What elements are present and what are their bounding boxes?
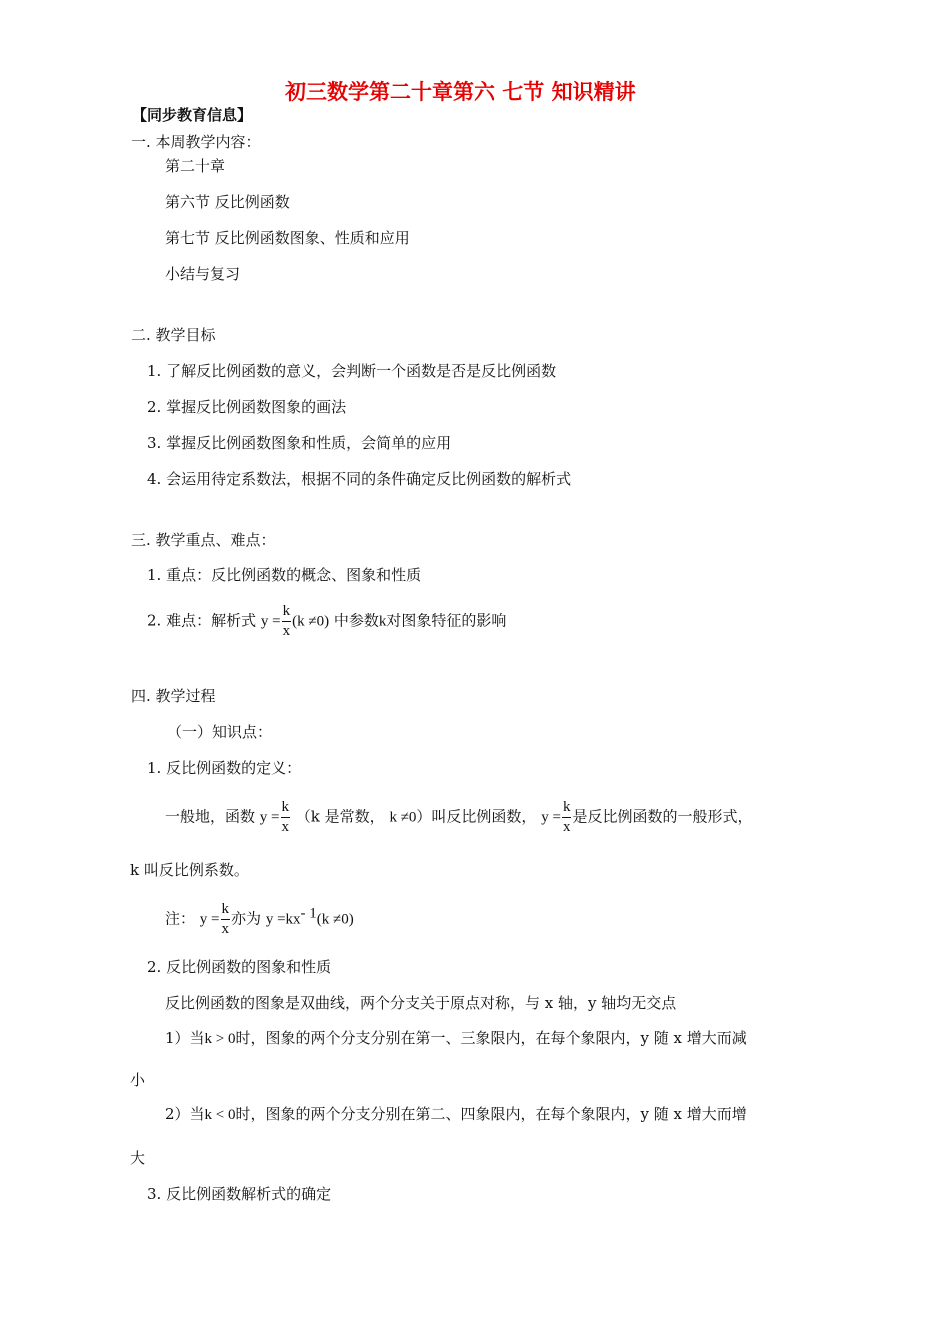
list-item: 1. 反比例函数的定义： xyxy=(147,759,302,777)
section-3-heading: 三. 教学重点、难点： xyxy=(131,531,276,549)
list-item: 3. 反比例函数解析式的确定 xyxy=(147,1185,332,1203)
list-item: 1. 了解反比例函数的意义，会判断一个函数是否是反比例函数 xyxy=(147,362,557,380)
content-line: 2）当k < 0时，图象的两个分支分别在第二、四象限内，在每个象限内，y 随 x 增大而增 xyxy=(165,1105,747,1123)
definition-line: 一般地，函数 y = $\frac{k}{x}$ （k 是常数， k ≠0）叫反比例函数， y = $\frac{k}{x}$ 是反比例函数的一般形式， xyxy=(165,799,753,835)
list-item: 3. 掌握反比例函数图象和性质，会简单的应用 xyxy=(147,434,452,452)
page-title: 初三数学第二十章第六 七节 知识精讲 xyxy=(285,80,636,104)
list-item: 1. 重点：反比例函数的概念、图象和性质 xyxy=(147,566,422,584)
subheading: （一）知识点： xyxy=(167,723,273,741)
fraction-k-over-x: $\frac{k}{x}$ xyxy=(281,799,290,835)
list-item-formula: 2. 难点：解析式 y = $\frac{k}{x}$ (k ≠0) 中参数k对图象特征的影响 xyxy=(147,603,507,639)
section-4-heading: 四. 教学过程 xyxy=(131,687,216,705)
content-line: 1）当k > 0时，图象的两个分支分别在第一、三象限内，在每个象限内，y 随 x 增大而减 xyxy=(165,1029,747,1047)
section-1-heading: 一. 本周教学内容： xyxy=(131,133,261,151)
content-line-cont: 大 xyxy=(130,1149,146,1167)
section-2-heading: 二. 教学目标 xyxy=(131,326,216,344)
list-item: 2. 掌握反比例函数图象的画法 xyxy=(147,398,347,416)
content-line: 第六节 反比例函数 xyxy=(165,193,290,211)
content-line: 第七节 反比例函数图象、性质和应用 xyxy=(165,229,410,247)
section-tag: 【同步教育信息】 xyxy=(132,106,253,124)
fraction-k-over-x: $\frac{k}{x}$ xyxy=(562,799,571,835)
note-line: 注： y = $\frac{k}{x}$ 亦为 $y =kx^{- 1}(k \ne 0)$ xyxy=(165,901,354,937)
list-item: 2. 反比例函数的图象和性质 xyxy=(147,958,332,976)
list-item: 4. 会运用待定系数法，根据不同的条件确定反比例函数的解析式 xyxy=(147,470,572,488)
fraction-k-over-x: $\frac{k}{x}$ xyxy=(221,901,230,937)
content-line-cont: 小 xyxy=(130,1071,146,1089)
definition-line-cont: k 叫反比例系数。 xyxy=(130,861,249,879)
content-line: 第二十章 xyxy=(165,157,226,175)
content-line: 反比例函数的图象是双曲线，两个分支关于原点对称，与 x 轴，y 轴均无交点 xyxy=(165,994,677,1012)
content-line: 小结与复习 xyxy=(165,265,241,283)
fraction-k-over-x: $\frac{k}{x}$ xyxy=(282,603,291,639)
